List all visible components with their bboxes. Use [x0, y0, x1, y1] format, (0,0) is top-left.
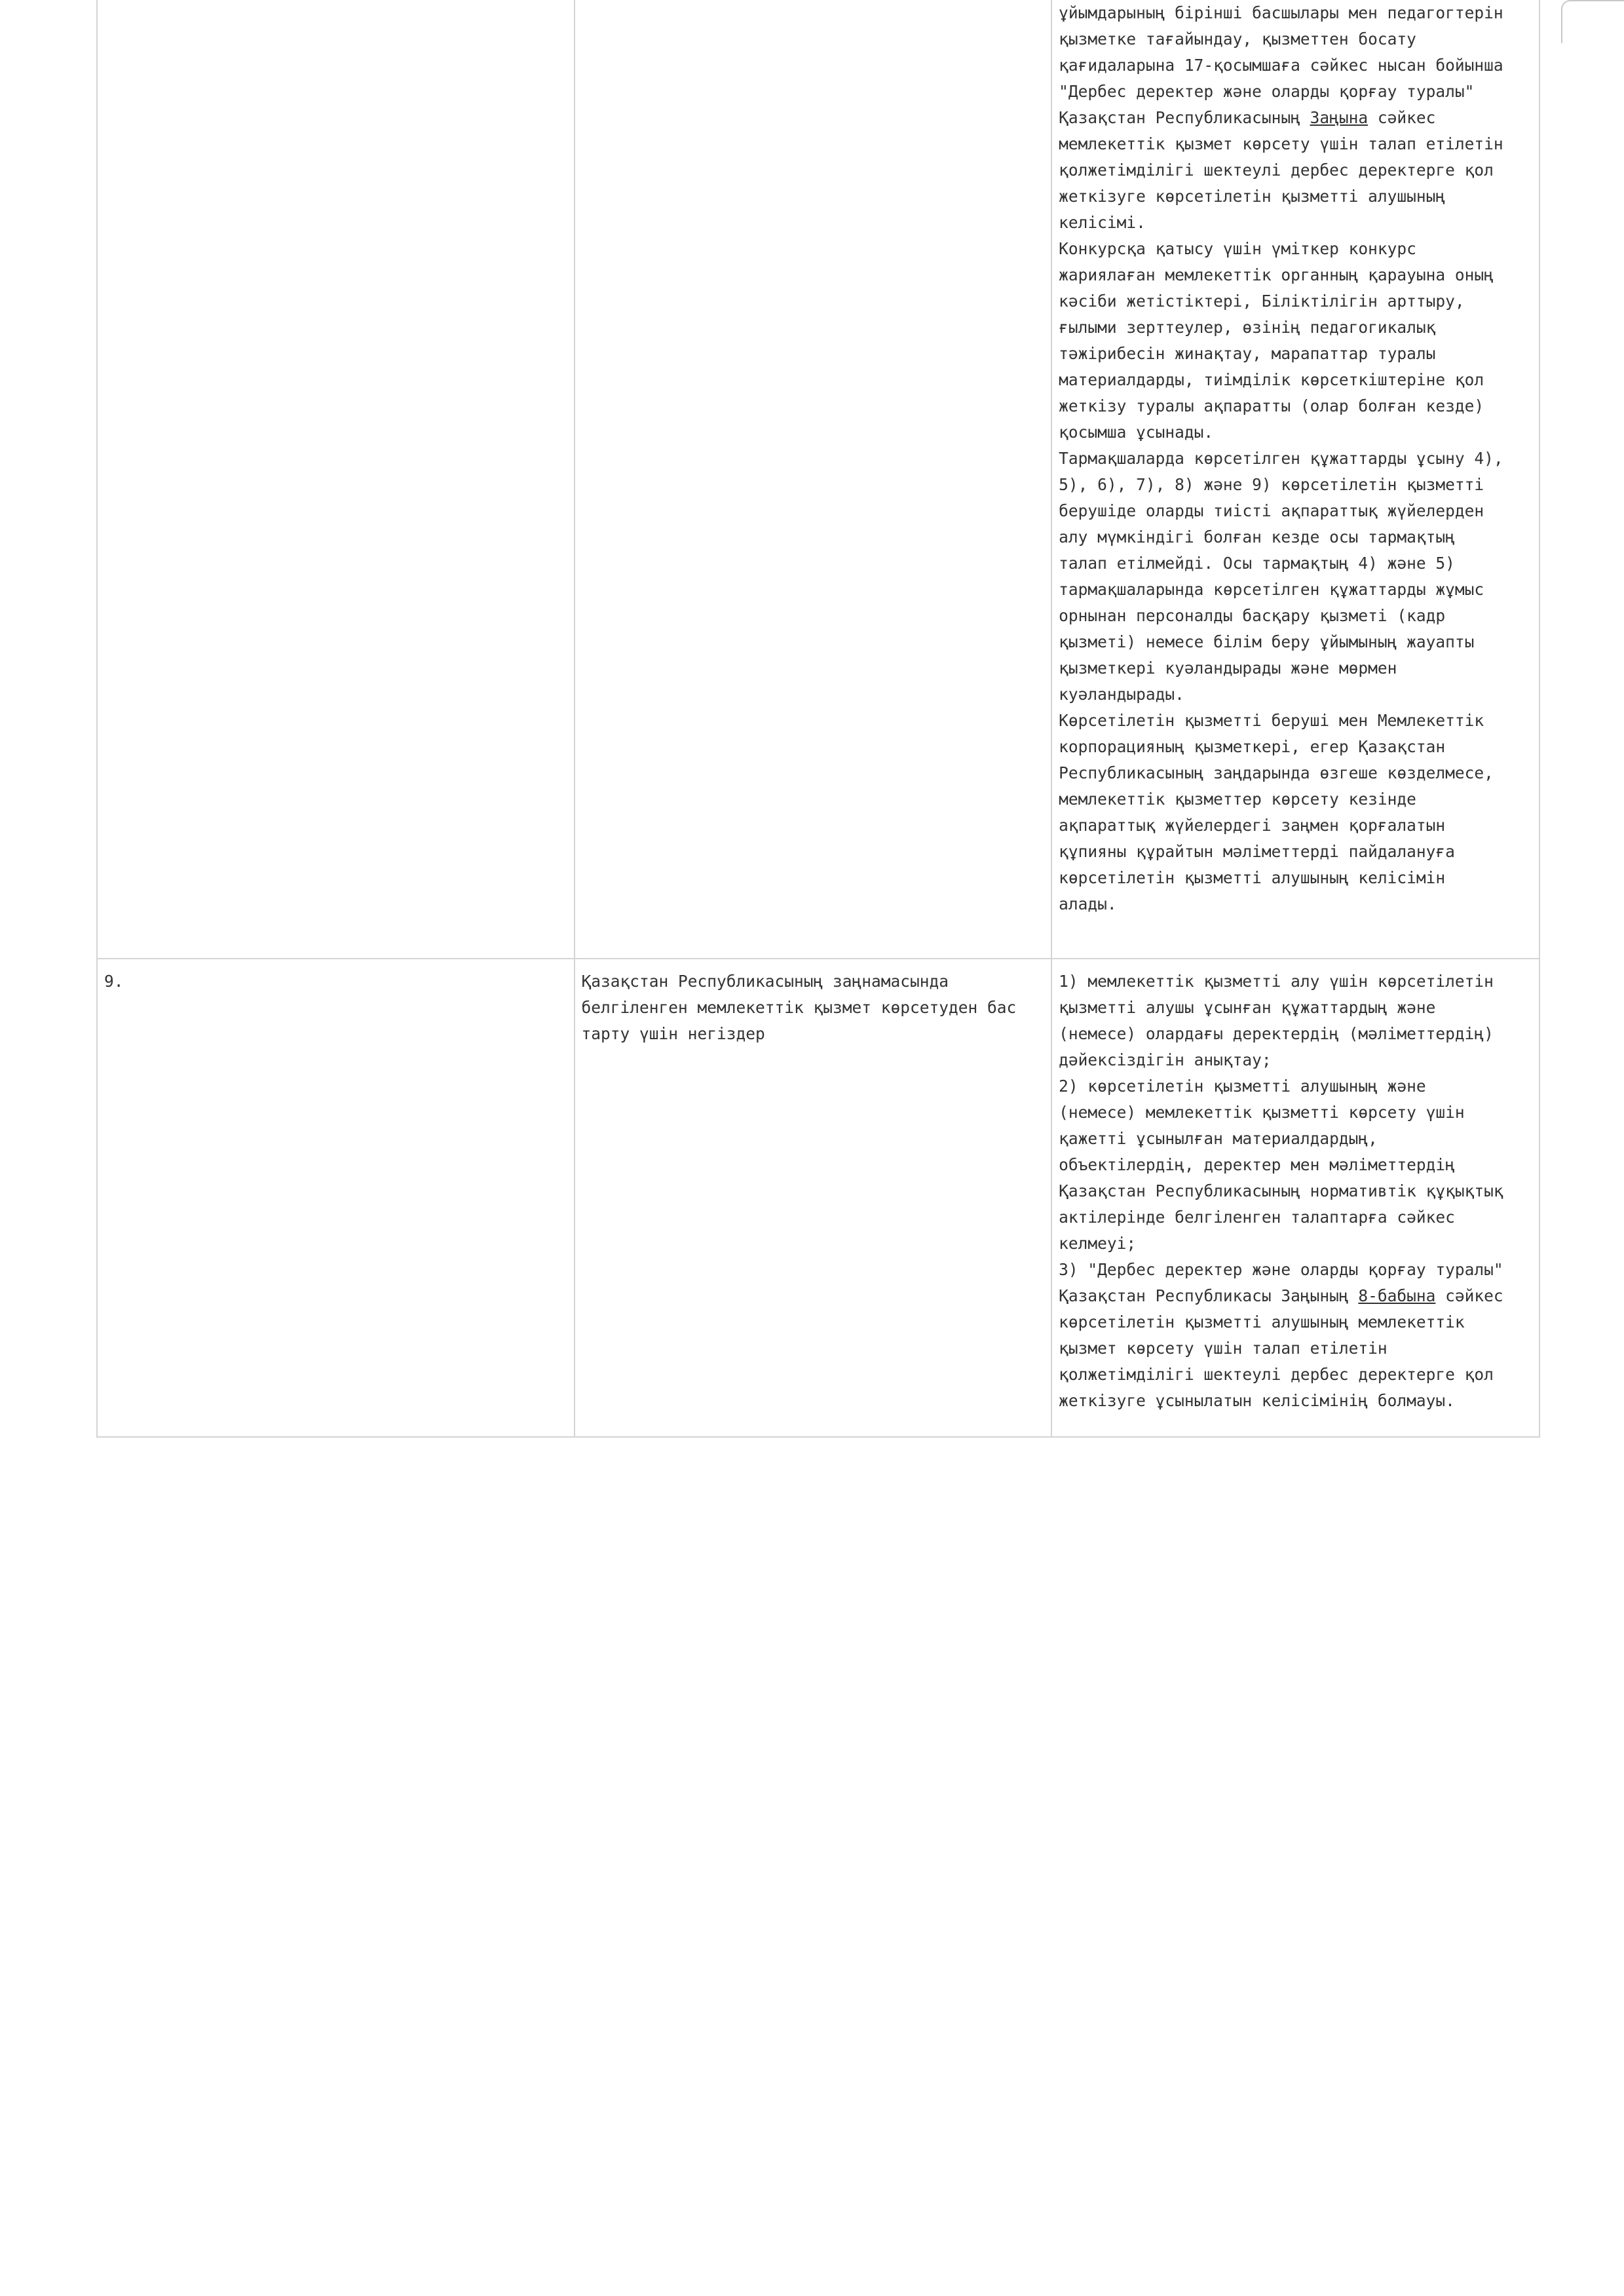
row-content-cell	[1051, 959, 1539, 1437]
content-line: Тармақшаларда көрсетілген құжаттарды ұсыну 4),	[1059, 449, 1503, 468]
content-line: қажетті ұсынылған материалдардың,	[1059, 1129, 1378, 1148]
content-line: ғылыми зерттеулер, өзінің педагогикалық	[1059, 318, 1436, 337]
content-line: мемлекеттік қызмет көрсету үшін талап етілетін	[1059, 134, 1503, 153]
content-line: алу мүмкіндігі болған кезде осы тармақтың	[1059, 527, 1455, 546]
content-line: 1) мемлекеттік қызметті алу үшін көрсетілетін	[1059, 972, 1494, 991]
content-line: тармақшаларында көрсетілген құжаттарды жұмыс	[1059, 580, 1484, 599]
table-row	[97, 959, 1539, 1437]
content-line: жеткізу туралы ақпаратты (олар болған кезде)	[1059, 396, 1484, 415]
content-line: келмеуі;	[1059, 1234, 1137, 1253]
content-line: қызметі) немесе білім беру ұйымының жауапты	[1059, 632, 1475, 651]
link-prefix: Қазақстан Республикасының	[1059, 108, 1310, 127]
content-line: қағидаларына 17-қосымшаға сәйкес нысан бойынша	[1059, 56, 1503, 75]
content-line: 5), 6), 7), 8) және 9) көрсетілетін қызметті	[1059, 475, 1484, 494]
content-line: Қазақстан Республикасының нормативтік құқықтық	[1059, 1181, 1503, 1200]
content-line-with-link	[1059, 1283, 1532, 1309]
link-suffix: сәйкес	[1368, 108, 1436, 127]
title-line: белгіленген мемлекеттік қызмет көрсетуден бас	[581, 998, 1017, 1017]
link-suffix: сәйкес	[1435, 1286, 1503, 1305]
content-line: объектілердің, деректер мен мәліметтердің	[1059, 1155, 1455, 1174]
content-line: Конкурсқа қатысу үшін үміткер конкурс	[1059, 239, 1416, 258]
law-link[interactable]: Заңына	[1310, 108, 1369, 127]
content-line: көрсетілетін қызметті алушының келісімін	[1059, 868, 1446, 887]
content-line: қолжетімділігі шектеулі дербес деректерге қол	[1059, 161, 1494, 180]
content-line: жариялаған мемлекеттік органның қарауына оның	[1059, 265, 1494, 284]
content-line: ақпараттық жүйелердегі заңмен қорғалатын	[1059, 816, 1446, 835]
content-line: "Дербес деректер және оларды қорғау туралы"	[1059, 82, 1475, 101]
content-line: кәсіби жетістіктері, Біліктілігін арттыру,	[1059, 292, 1465, 311]
content-line: қызметке тағайындау, қызметтен босату	[1059, 29, 1416, 48]
content-line: куәландырады.	[1059, 685, 1184, 704]
content-line: қосымша ұсынады.	[1059, 423, 1214, 442]
table-row	[97, 0, 1539, 959]
content-line-with-link	[1059, 105, 1532, 131]
content-line: Көрсетілетін қызметті беруші мен Мемлекеттік	[1059, 711, 1484, 730]
content-line: талап етілмейді. Осы тармақтың 4) және 5)	[1059, 554, 1455, 573]
content-line: мемлекеттік қызметтер көрсету кезінде	[1059, 790, 1416, 809]
content-line: материалдарды, тиімділік көрсеткіштеріне қол	[1059, 370, 1484, 389]
link-prefix: Қазақстан Республикасы Заңының	[1059, 1286, 1359, 1305]
content-line: берушіде оларды тиісті ақпараттық жүйелерден	[1059, 501, 1484, 520]
title-line: тарту үшін негіздер	[581, 1024, 765, 1043]
content-line: қолжетімділігі шектеулі дербес деректерге қол	[1059, 1365, 1494, 1384]
content-line: қызметті алушы ұсынған құжаттардың және	[1059, 998, 1436, 1017]
page-corner-mark	[1561, 0, 1624, 43]
article-link[interactable]: 8-бабына	[1358, 1286, 1436, 1305]
row-number-cell: 9.	[97, 959, 575, 1437]
content-line: корпорацияның қызметкері, егер Қазақстан	[1059, 737, 1446, 756]
row-number-cell	[97, 0, 575, 959]
content-line: Республикасының заңдарында өзгеше көзделмесе,	[1059, 763, 1494, 782]
content-line: жеткізуге ұсынылатын келісімінің болмауы.	[1059, 1391, 1455, 1410]
content-line: 2) көрсетілетін қызметті алушының және	[1059, 1077, 1426, 1096]
content-line: дәйексіздігін анықтау;	[1059, 1050, 1272, 1069]
content-line: жеткізуге көрсетілетін қызметті алушының	[1059, 187, 1446, 206]
content-line: (немесе) мемлекеттік қызметті көрсету үшін	[1059, 1103, 1465, 1122]
content-line: қызметкері куәландырады және мөрмен	[1059, 659, 1397, 678]
services-table	[96, 0, 1540, 1438]
content-line: келісімі.	[1059, 213, 1146, 232]
content-line: орнынан персоналды басқару қызметі (кадр	[1059, 606, 1446, 625]
content-line: ұйымдарының бірінші басшылары мен педагогтерін	[1059, 3, 1503, 22]
row-title-cell	[575, 0, 1052, 959]
title-line: Қазақстан Республикасының заңнамасында	[581, 972, 949, 991]
content-line: (немесе) олардағы деректердің (мәліметтердің)	[1059, 1024, 1494, 1043]
content-line: алады.	[1059, 894, 1117, 913]
row-content-cell	[1051, 0, 1539, 959]
content-line: қызмет көрсету үшін талап етілетін	[1059, 1339, 1388, 1358]
content-line: құпияны құрайтын мәліметтерді пайдалануға	[1059, 842, 1455, 861]
content-line: тәжірибесін жинақтау, марапаттар туралы	[1059, 344, 1436, 363]
row-title-cell	[575, 959, 1052, 1437]
content-line: көрсетілетін қызметті алушының мемлекеттік	[1059, 1312, 1465, 1331]
content-line: 3) "Дербес деректер және оларды қорғау туралы"	[1059, 1260, 1503, 1279]
content-line: актілерінде белгіленген талаптарға сәйкес	[1059, 1208, 1455, 1227]
